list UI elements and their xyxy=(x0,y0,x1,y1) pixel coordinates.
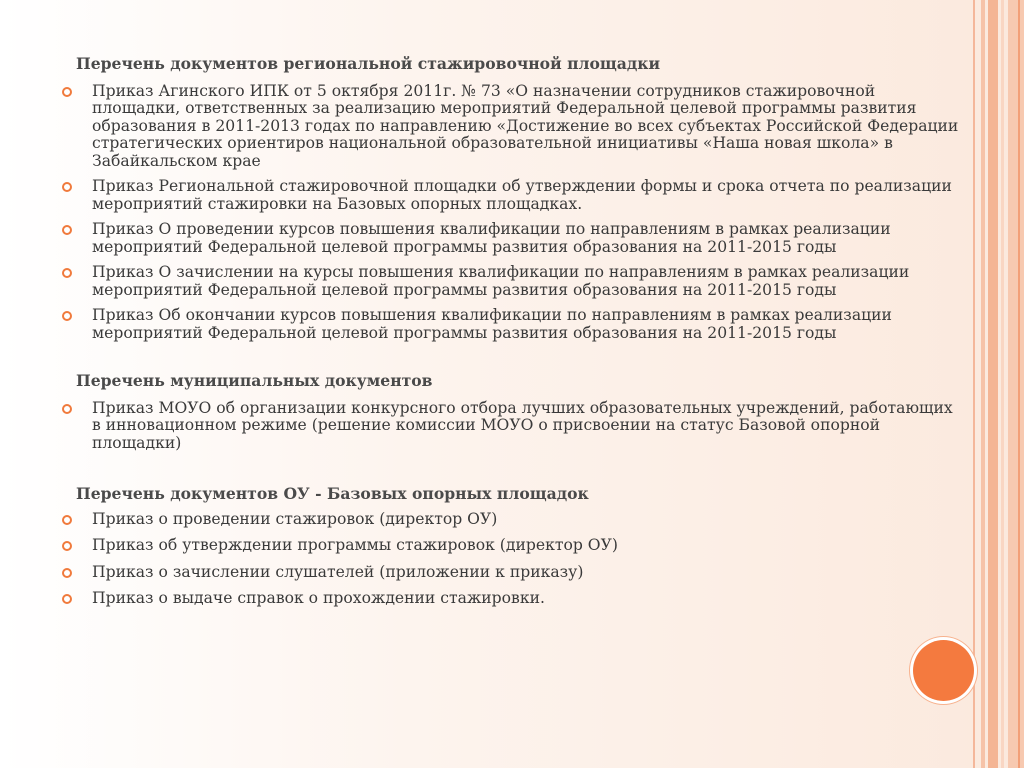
list-item-text: Приказ об утверждении программы стажировок (директор ОУ) xyxy=(92,536,618,554)
list-item-text: Приказ Агинского ИПК от 5 октября 2011г. № 73 «О назначении сотрудников стажировочной площадки, ответственных за реализацию мероприятий Федеральной целевой программы развития образования в 2011-2013 годах по направлению «Достижение во всех субъектах Российской Федерации стратегических ориентиров национальной образовательной инициативы «Наша новая школа» в Забайкальском крае xyxy=(92,81,959,170)
section-school-documents xyxy=(62,485,962,608)
hollow-circle-bullet-icon xyxy=(62,568,72,578)
decorative-stripe xyxy=(1018,0,1020,768)
list-item-text: Приказ О зачислении на курсы повышения квалификации по направлениям в рамках реализации мероприятий Федеральной целевой программы развития образования на 2011-2015 годы xyxy=(92,263,910,299)
hollow-circle-bullet-icon xyxy=(62,311,72,321)
list-item-text: Приказ МОУО об организации конкурсного отбора лучших образовательных учреждений, работающих в инновационном режиме (решение комиссии МОУО о присвоении на статус Базовой опорной площадки) xyxy=(92,398,953,452)
document-list xyxy=(62,511,962,608)
slide-content xyxy=(62,55,962,617)
orange-circle-icon xyxy=(913,640,974,701)
list-item-text: Приказ Региональной стажировочной площадки об утверждении формы и срока отчета по реализации мероприятий стажировки на Базовых опорных площадках. xyxy=(92,177,952,213)
list-item xyxy=(62,178,962,213)
section-heading: Перечень документов региональной стажировочной площадки xyxy=(76,54,661,73)
document-list xyxy=(62,83,962,343)
decorative-stripe xyxy=(1001,0,1004,768)
list-item xyxy=(62,221,962,256)
section-regional-documents xyxy=(62,55,962,342)
hollow-circle-bullet-icon xyxy=(62,541,72,551)
hollow-circle-bullet-icon xyxy=(62,404,72,414)
hollow-circle-bullet-icon xyxy=(62,515,72,525)
section-municipal-documents xyxy=(62,372,962,452)
section-heading: Перечень муниципальных документов xyxy=(76,371,433,390)
list-item-text: Приказ о зачислении слушателей (приложении к приказу) xyxy=(92,562,584,581)
decorative-stripe xyxy=(1008,0,1024,768)
hollow-circle-bullet-icon xyxy=(62,225,72,235)
list-item xyxy=(62,537,962,555)
list-item xyxy=(62,564,962,582)
list-item xyxy=(62,307,962,342)
decorative-stripe xyxy=(988,0,998,768)
section-heading: Перечень документов ОУ - Базовых опорных площадок xyxy=(76,484,589,503)
hollow-circle-bullet-icon xyxy=(62,87,72,97)
decorative-stripe xyxy=(973,0,975,768)
list-item-text: Приказ О проведении курсов повышения квалификации по направлениям в рамках реализации мероприятий Федеральной целевой программы развития образования на 2011-2015 годы xyxy=(92,220,891,256)
list-item-text: Приказ о проведении стажировок (директор ОУ) xyxy=(92,509,498,528)
list-item xyxy=(62,264,962,299)
hollow-circle-bullet-icon xyxy=(62,268,72,278)
list-item xyxy=(62,400,962,453)
list-item-text: Приказ о выдаче справок о прохождении стажировки. xyxy=(92,589,545,607)
list-item xyxy=(62,590,962,608)
list-item xyxy=(62,511,962,529)
list-item-text: Приказ Об окончании курсов повышения квалификации по направлениям в рамках реализации мероприятий Федеральной целевой программы развития образования на 2011-2015 годы xyxy=(92,306,892,342)
list-item xyxy=(62,83,962,171)
decorative-stripe xyxy=(981,0,985,768)
hollow-circle-bullet-icon xyxy=(62,594,72,604)
hollow-circle-bullet-icon xyxy=(62,182,72,192)
document-list xyxy=(62,400,962,453)
